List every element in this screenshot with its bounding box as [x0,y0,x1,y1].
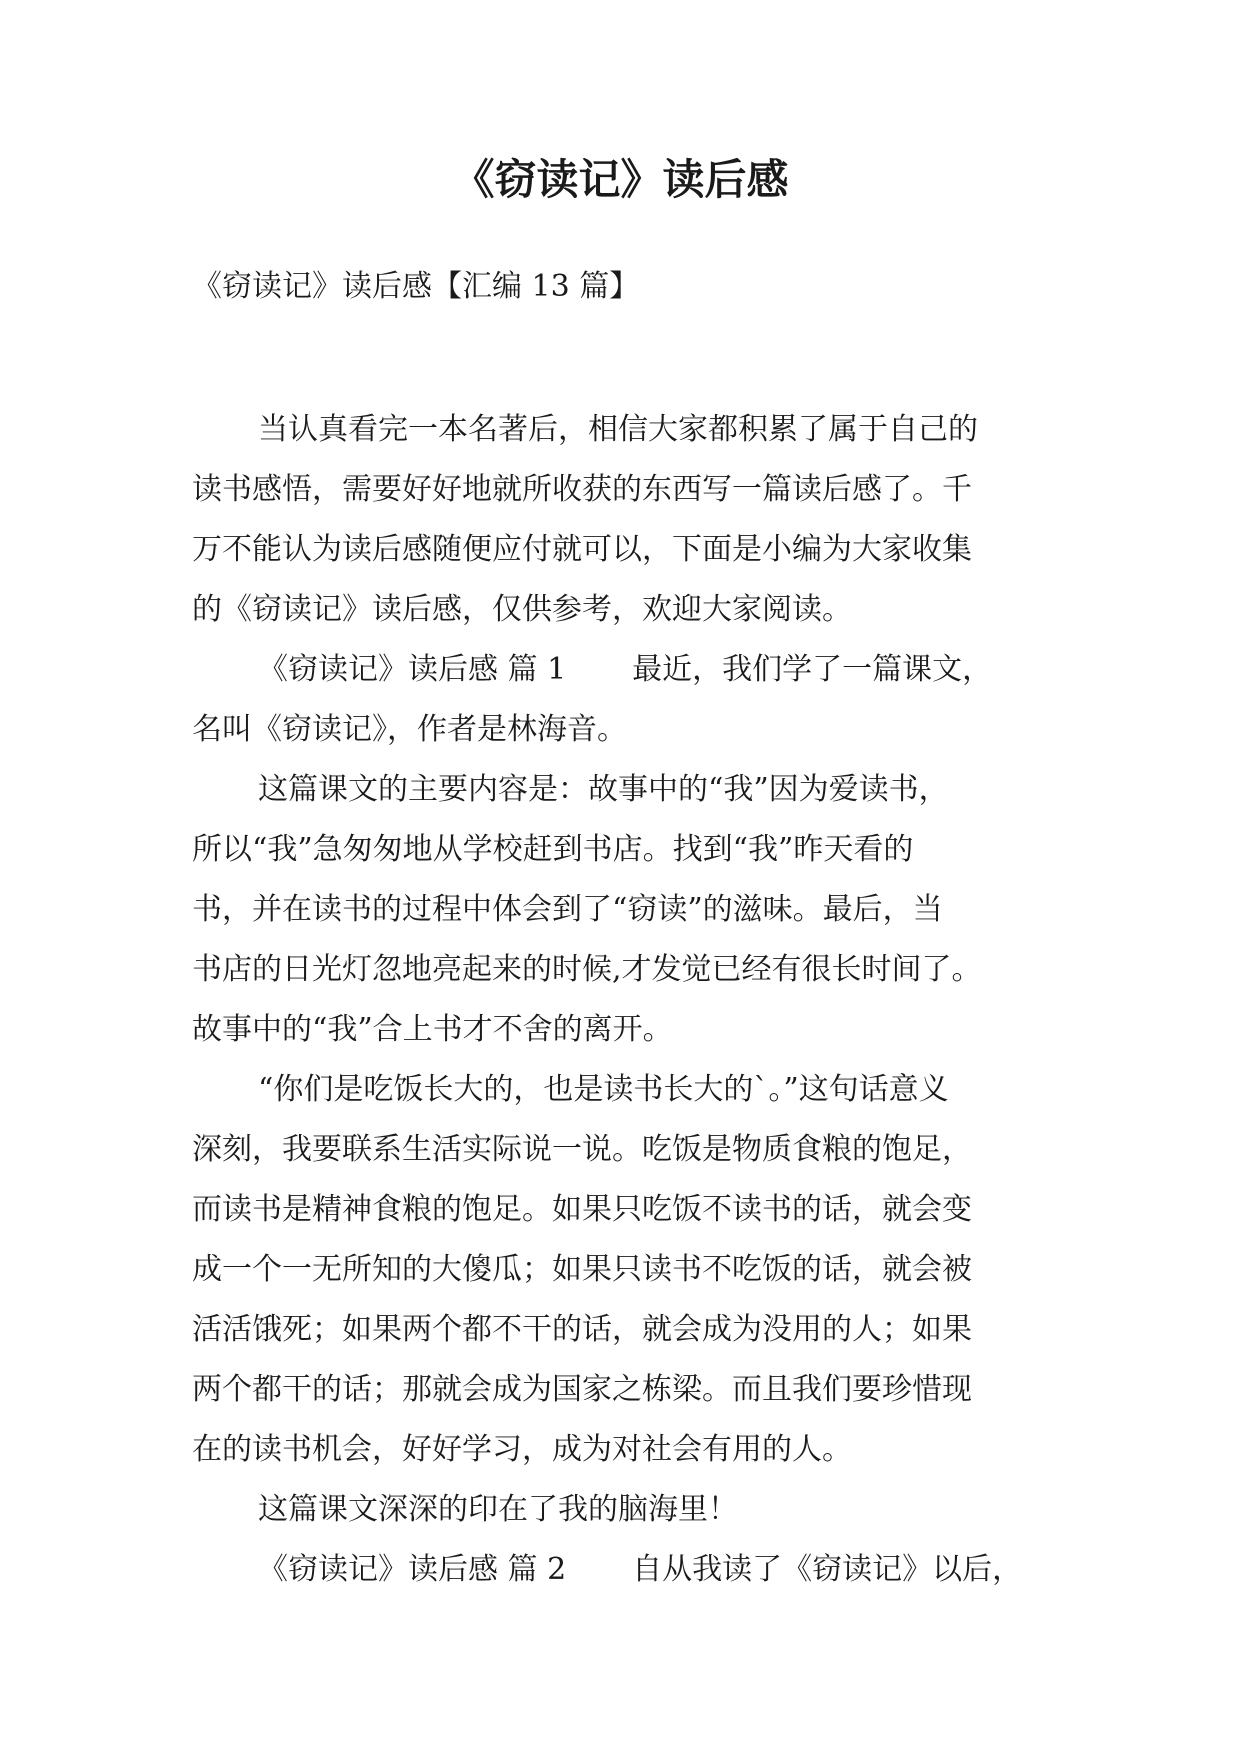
text-line [192,700,1052,760]
text-line [192,400,1052,460]
line-text: 而读书是精神食粮的饱足。如果只吃饭不读书的话，就会变 [192,1192,972,1227]
text-line [192,460,1052,520]
document-body [192,400,1052,1600]
text-line [192,1300,1052,1360]
text-line [192,1480,1052,1540]
text-line [192,1120,1052,1180]
text-line [192,760,1052,820]
line-text: 名叫《窃读记》，作者是林海音。 [192,712,627,747]
section-heading: 《窃读记》读后感 篇 2 [258,1552,567,1587]
line-text: 成一个一无所知的大傻瓜；如果只读书不吃饭的话，就会被 [192,1252,972,1287]
line-text: “你们是吃饭长大的，也是读书长大的`。”这句话意义 [258,1072,949,1107]
line-text: 书店的日光灯忽地亮起来的时候,才发觉已经有很长时间了。 [192,952,982,987]
line-text: 当认真看完一本名著后，相信大家都积累了属于自己的 [258,412,978,447]
text-line [192,1420,1052,1480]
line-text: 在的读书机会，好好学习，成为对社会有用的人。 [192,1432,852,1467]
text-line [192,1180,1052,1240]
text-line [192,1000,1052,1060]
text-line [192,1360,1052,1420]
line-text: 书，并在读书的过程中体会到了“窃读”的滋味。最后，当 [192,892,943,927]
line-text: 这篇课文深深的印在了我的脑海里！ [258,1492,738,1527]
text-line [192,1060,1052,1120]
line-text: 所以“我”急匆匆地从学校赶到书店。找到“我”昨天看的 [192,832,914,867]
line-text: 活活饿死；如果两个都不干的话，就会成为没用的人；如果 [192,1312,972,1347]
text-line [192,580,1052,640]
line-text: 万不能认为读后感随便应付就可以，下面是小编为大家收集 [192,532,972,567]
text-line [192,520,1052,580]
line-text: 最近，我们学了一篇课文， [632,652,993,687]
text-line [192,940,1052,1000]
line-text: 自从我读了《窃读记》以后， [632,1552,1023,1587]
line-text: 两个都干的话；那就会成为国家之栋梁。而且我们要珍惜现 [192,1372,972,1407]
text-line [192,820,1052,880]
document-title: 《窃读记》读后感 [452,155,789,204]
line-text: 读书感悟，需要好好地就所收获的东西写一篇读后感了。千 [192,472,972,507]
text-line [192,1540,1052,1600]
text-line [192,640,1052,700]
document-subtitle: 《窃读记》读后感【汇编 13 篇】 [192,269,640,304]
line-text: 故事中的“我”合上书才不舍的离开。 [192,1012,673,1047]
text-line [192,880,1052,940]
line-text: 这篇课文的主要内容是：故事中的“我”因为爱读书， [258,772,949,807]
line-text: 深刻，我要联系生活实际说一说。吃饭是物质食粮的饱足， [192,1132,972,1167]
text-line [192,1240,1052,1300]
section-heading: 《窃读记》读后感 篇 1 [258,652,567,687]
line-text: 的《窃读记》读后感，仅供参考，欢迎大家阅读。 [192,592,852,627]
